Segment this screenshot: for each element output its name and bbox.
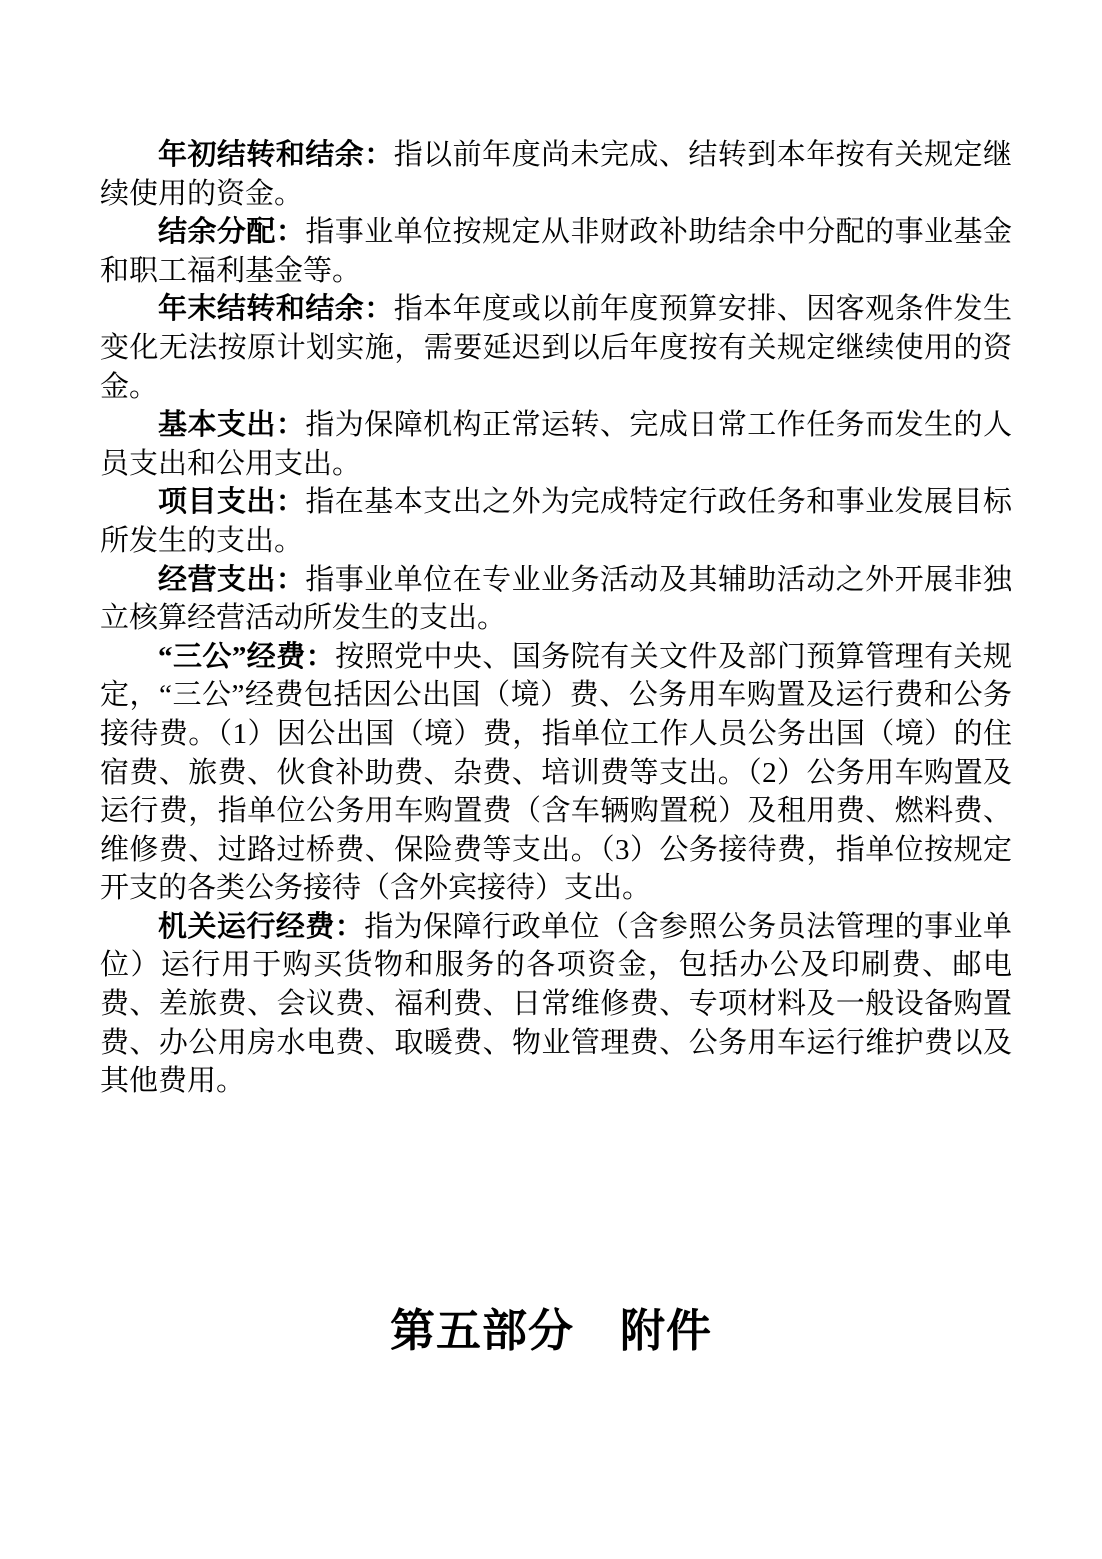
definition-term: 项目支出： [158,486,306,519]
definition-term: 经营支出： [158,563,306,596]
definition-paragraph [100,638,1012,908]
definition-text: 指为保障机构正常运转、完成日常工作任务而发生的人员支出和公用支出。 [100,409,1012,480]
definition-term: 机关运行经费： [158,910,365,943]
definition-paragraph [100,561,1012,638]
definition-text: 指为保障行政单位（含参照公务员法管理的事业单位）运行用于购买货物和服务的各项资金，包括办公及印刷费、邮电费、差旅费、会议费、福利费、日常维修费、专项材料及一般设备购置费、办公用房水电费、取暖费、物业管理费、公务用车运行维护费以及其他费用。 [100,910,1012,1098]
definition-text: 指事业单位按规定从非财政补助结余中分配的事业基金和职工福利基金等。 [100,216,1012,287]
definition-term: 年初结转和结余： [158,139,394,171]
definition-text: 指以前年度尚未完成、结转到本年按有关规定继续使用的资金。 [100,139,1012,210]
definition-paragraph [100,483,1012,560]
definition-text: 指在基本支出之外为完成特定行政任务和事业发展目标所发生的支出。 [100,486,1012,557]
definition-paragraph [100,136,1012,213]
definition-paragraph [100,290,1012,406]
definition-text: 按照党中央、国务院有关文件及部门预算管理有关规定，“三公”经费包括因公出国（境）费、公务用车购置及运行费和公务接待费。（1）因公出国（境）费，指单位工作人员公务出国（境）的住宿费、旅费、伙食补助费、杂费、培训费等支出。（2）公务用车购置及运行费，指单位公务用车购置费（含车辆购置税）及租用费、燃料费、维修费、过路过桥费、保险费等支出。（3）公务接待费，指单位按规定开支的各类公务接待（含外宾接待）支出。 [100,640,1012,905]
definition-term: 结余分配： [158,216,306,249]
definition-term: 基本支出： [158,409,306,442]
definition-text: 指事业单位在专业业务活动及其辅助活动之外开展非独立核算经营活动所发生的支出。 [100,563,1012,635]
definition-text: 指本年度或以前年度预算安排、因客观条件发生变化无法按原计划实施，需要延迟到以后年度按有关规定继续使用的资金。 [100,293,1012,403]
definitions-section [100,136,1012,1101]
definition-term: 年末结转和结余： [158,293,394,326]
definition-paragraph [100,406,1012,483]
section-heading: 第五部分 附件 [389,1306,712,1356]
definition-term: “三公”经费： [158,640,336,673]
definition-paragraph [100,908,1012,1101]
definition-paragraph [100,213,1012,290]
